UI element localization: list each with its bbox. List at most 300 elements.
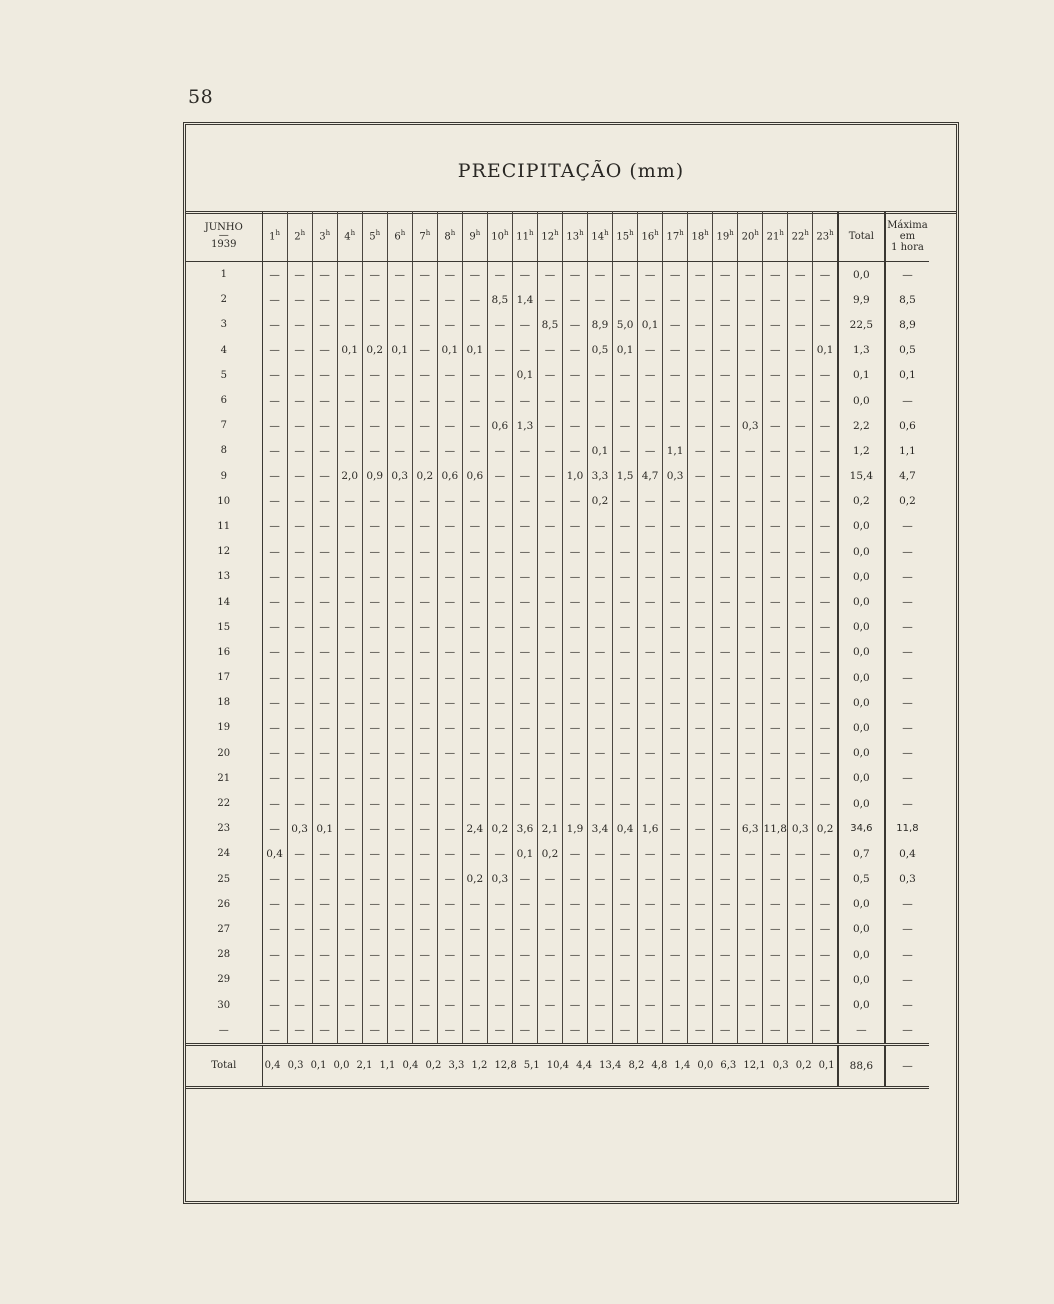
hour-cell: —	[412, 791, 437, 816]
hour-cell: —	[688, 992, 713, 1017]
hour-cell: —	[588, 741, 613, 766]
hour-cell: —	[688, 715, 713, 740]
hour-cell: —	[588, 262, 613, 288]
hour-cell: —	[738, 363, 763, 388]
hour-cell: —	[713, 312, 738, 337]
hour-cell: —	[738, 892, 763, 917]
hour-cell: —	[437, 892, 462, 917]
hour-header-10	[487, 211, 512, 262]
hourly-total-value: 0,4	[402, 1060, 419, 1072]
hour-cell: —	[487, 388, 512, 413]
hour-cell: —	[362, 665, 387, 690]
hour-header-8	[437, 211, 462, 262]
hour-cell: —	[738, 438, 763, 463]
hour-cell: —	[362, 640, 387, 665]
hour-cell: —	[537, 766, 562, 791]
hour-cell: —	[462, 1018, 487, 1045]
hour-cell: —	[813, 262, 838, 288]
hour-cell: —	[262, 413, 287, 438]
hour-cell: —	[362, 841, 387, 866]
hour-cell: —	[588, 715, 613, 740]
hour-cell: —	[362, 564, 387, 589]
hour-cell: —	[437, 312, 462, 337]
hour-cell: 4,7	[638, 464, 663, 489]
hour-cell: —	[487, 539, 512, 564]
hour-cell: —	[337, 388, 362, 413]
hour-cell: —	[537, 564, 562, 589]
hour-cell: —	[362, 489, 387, 514]
day-cell: 18	[186, 690, 262, 715]
hour-cell: —	[788, 464, 813, 489]
hour-cell: —	[537, 589, 562, 614]
hour-number: 15	[616, 231, 630, 243]
hour-cell: 1,6	[638, 816, 663, 841]
hourly-total-value: 0,1	[818, 1060, 835, 1072]
hour-cell: 0,1	[588, 438, 613, 463]
hour-cell: —	[262, 942, 287, 967]
row-max-cell: 8,5	[899, 293, 916, 306]
hour-cell: 0,2	[588, 489, 613, 514]
hour-number: 1	[269, 231, 276, 243]
row-max-cell: 0,5	[899, 344, 916, 357]
hour-cell: —	[337, 766, 362, 791]
hour-cell: —	[788, 942, 813, 967]
hour-cell: —	[512, 312, 537, 337]
row-max-cell: —	[902, 999, 913, 1012]
page-title: PRECIPITAÇÃO (mm)	[457, 160, 685, 182]
hour-header-16	[638, 211, 663, 262]
hour-cell: —	[362, 967, 387, 992]
hour-suffix: h	[325, 228, 331, 237]
hour-cell: —	[537, 615, 562, 640]
row-total-cell: 0,0	[838, 766, 885, 791]
hour-number: 18	[691, 231, 705, 243]
hourly-total-value: 4,4	[576, 1060, 593, 1072]
hour-cell: —	[387, 892, 412, 917]
hour-cell: —	[688, 287, 713, 312]
hour-cell: —	[738, 942, 763, 967]
hour-cell: —	[763, 262, 788, 288]
row-max-cell: 1,1	[899, 444, 916, 457]
hour-cell: —	[262, 640, 287, 665]
hour-cell: —	[362, 514, 387, 539]
hour-cell: —	[588, 917, 613, 942]
hour-cell: —	[663, 1018, 688, 1045]
hour-number: 16	[641, 231, 655, 243]
hour-cell: —	[613, 262, 638, 288]
hour-cell: —	[337, 892, 362, 917]
hour-cell: —	[287, 438, 312, 463]
hour-cell: —	[813, 615, 838, 640]
hour-cell: —	[412, 741, 437, 766]
hour-cell: —	[562, 388, 587, 413]
hourly-total-value: 0,1	[310, 1060, 327, 1072]
hour-cell: —	[412, 262, 437, 288]
hour-cell: 0,2	[487, 816, 512, 841]
day-cell: 10	[186, 489, 262, 514]
day-cell: 1	[186, 262, 262, 288]
hour-cell: —	[412, 489, 437, 514]
row-max-cell: —	[902, 621, 913, 634]
hourly-total-value: 10,4	[546, 1060, 570, 1072]
hour-cell: —	[512, 690, 537, 715]
hour-cell: —	[287, 338, 312, 363]
hour-cell: —	[412, 917, 437, 942]
hour-cell: —	[312, 262, 337, 288]
hour-cell: —	[638, 967, 663, 992]
page-number: 58	[188, 86, 214, 108]
row-total-cell: —	[838, 1018, 885, 1045]
hour-cell: —	[537, 1018, 562, 1045]
hour-cell: —	[613, 388, 638, 413]
hour-cell: —	[738, 867, 763, 892]
hour-cell: —	[512, 715, 537, 740]
hour-cell: —	[613, 438, 638, 463]
hour-cell: 6,3	[738, 816, 763, 841]
hour-cell: —	[788, 715, 813, 740]
hour-cell: —	[562, 489, 587, 514]
hour-cell: —	[638, 615, 663, 640]
row-max-cell: —	[902, 973, 913, 986]
hour-cell: —	[337, 413, 362, 438]
hour-cell: —	[562, 715, 587, 740]
hour-cell: —	[437, 388, 462, 413]
hour-cell: —	[713, 892, 738, 917]
hour-number: 23	[816, 231, 830, 243]
hour-suffix: h	[350, 228, 356, 237]
hour-header-20	[738, 211, 763, 262]
row-max-cell: —	[902, 268, 913, 281]
hour-cell: —	[287, 665, 312, 690]
hour-cell: —	[663, 489, 688, 514]
row-total-cell: 0,2	[838, 489, 885, 514]
hour-cell: —	[613, 841, 638, 866]
hour-suffix: h	[579, 228, 584, 237]
hour-cell: —	[713, 992, 738, 1017]
row-total-cell: 22,5	[838, 312, 885, 337]
hour-cell: —	[287, 992, 312, 1017]
hour-cell: —	[437, 766, 462, 791]
hour-cell: —	[387, 262, 412, 288]
hour-header-18	[688, 211, 713, 262]
hour-cell: —	[287, 892, 312, 917]
hour-header-1	[262, 211, 287, 262]
day-cell: 14	[186, 589, 262, 614]
hour-cell: —	[337, 312, 362, 337]
hour-cell: —	[763, 564, 788, 589]
hour-cell: —	[362, 715, 387, 740]
hourly-totals-cell	[262, 1044, 838, 1087]
hour-cell: —	[688, 917, 713, 942]
hour-cell: —	[663, 287, 688, 312]
hour-suffix: h	[475, 228, 481, 237]
hour-cell: —	[713, 816, 738, 841]
hour-cell: 0,2	[412, 464, 437, 489]
hour-cell: 3,4	[588, 816, 613, 841]
hour-cell: —	[512, 438, 537, 463]
hour-cell: —	[337, 363, 362, 388]
hour-cell: —	[537, 690, 562, 715]
hour-cell: —	[813, 438, 838, 463]
hour-cell: —	[588, 388, 613, 413]
table-row	[186, 514, 929, 539]
hour-cell: —	[713, 464, 738, 489]
hour-cell: —	[437, 841, 462, 866]
hour-suffix: h	[275, 228, 281, 237]
hour-cell: —	[688, 262, 713, 288]
hour-cell: —	[287, 489, 312, 514]
footer-blank-area	[186, 1113, 956, 1201]
hour-cell: —	[588, 892, 613, 917]
hour-cell: —	[713, 338, 738, 363]
hour-cell: —	[613, 363, 638, 388]
hourly-total-value: 13,4	[599, 1060, 622, 1072]
hour-cell: —	[362, 791, 387, 816]
hourly-total-value: 0,3	[287, 1060, 304, 1072]
row-max-cell: 0,1	[899, 369, 916, 382]
hour-cell: —	[387, 841, 412, 866]
hour-cell: —	[312, 489, 337, 514]
row-max-cell: 4,7	[899, 470, 916, 483]
hour-cell: —	[537, 917, 562, 942]
hour-cell: —	[562, 312, 587, 337]
hourly-total-value: 0,2	[425, 1060, 442, 1072]
hour-cell: —	[713, 615, 738, 640]
hour-cell: —	[663, 539, 688, 564]
hour-cell: —	[562, 665, 587, 690]
row-total-cell: 1,2	[838, 438, 885, 463]
hour-cell: —	[337, 640, 362, 665]
hour-cell: —	[713, 715, 738, 740]
hour-suffix: h	[804, 228, 809, 237]
grand-total-cell: 88,6	[838, 1044, 885, 1087]
hour-cell: —	[387, 741, 412, 766]
day-cell: 15	[186, 615, 262, 640]
hour-cell: —	[487, 464, 512, 489]
hour-cell: —	[763, 665, 788, 690]
hour-cell: —	[713, 640, 738, 665]
hour-cell: —	[412, 665, 437, 690]
hour-cell: —	[713, 690, 738, 715]
hour-cell: —	[663, 917, 688, 942]
hour-cell: —	[262, 287, 287, 312]
hour-cell: —	[688, 388, 713, 413]
row-max-cell: —	[902, 948, 913, 961]
hour-cell: —	[537, 489, 562, 514]
hour-cell: —	[387, 791, 412, 816]
hour-cell: —	[387, 867, 412, 892]
hour-cell: —	[763, 413, 788, 438]
hour-cell: —	[287, 312, 312, 337]
hour-header-22	[788, 211, 813, 262]
day-cell: 7	[186, 413, 262, 438]
hour-number: 17	[666, 231, 680, 243]
hour-cell: —	[763, 363, 788, 388]
table-row	[186, 766, 929, 791]
hour-cell: —	[487, 967, 512, 992]
hour-cell: —	[362, 312, 387, 337]
hour-cell: —	[813, 967, 838, 992]
hour-cell: —	[562, 690, 587, 715]
hour-cell: —	[763, 791, 788, 816]
hour-cell: —	[462, 489, 487, 514]
hour-cell: —	[713, 564, 738, 589]
hour-cell: —	[512, 741, 537, 766]
row-total-cell: 0,7	[838, 841, 885, 866]
hour-suffix: h	[604, 228, 609, 237]
hour-cell: —	[788, 665, 813, 690]
hour-cell: —	[487, 262, 512, 288]
hour-cell: —	[537, 287, 562, 312]
hour-header-11	[512, 211, 537, 262]
hour-cell: —	[788, 312, 813, 337]
hour-cell: —	[562, 992, 587, 1017]
hour-cell: —	[562, 640, 587, 665]
hour-cell: —	[387, 917, 412, 942]
row-max-cell: —	[902, 797, 913, 810]
hour-cell: —	[613, 615, 638, 640]
hour-header-21	[763, 211, 788, 262]
hour-cell: —	[512, 1018, 537, 1045]
hour-cell: —	[813, 892, 838, 917]
hour-cell: —	[337, 690, 362, 715]
hour-cell: —	[412, 287, 437, 312]
hour-cell: —	[537, 464, 562, 489]
hour-suffix: h	[779, 228, 784, 237]
hour-cell: —	[562, 841, 587, 866]
row-max-cell: 0,4	[899, 847, 916, 860]
hour-cell: —	[412, 816, 437, 841]
day-cell: 25	[186, 867, 262, 892]
hour-suffix: h	[400, 228, 406, 237]
hour-cell: —	[663, 992, 688, 1017]
hour-cell: 0,1	[638, 312, 663, 337]
hour-cell: —	[362, 1018, 387, 1045]
row-max-cell: 11,8	[896, 823, 919, 835]
hour-cell: —	[613, 942, 638, 967]
hour-cell: —	[588, 942, 613, 967]
hour-cell: —	[537, 539, 562, 564]
hour-cell: —	[337, 715, 362, 740]
totals-label: Total	[186, 1044, 262, 1087]
hour-cell: —	[663, 615, 688, 640]
hour-cell: —	[312, 967, 337, 992]
hour-cell: —	[437, 791, 462, 816]
hour-cell: —	[487, 791, 512, 816]
hour-cell: —	[487, 892, 512, 917]
hour-cell: —	[412, 766, 437, 791]
hour-cell: —	[312, 388, 337, 413]
hour-cell: —	[813, 867, 838, 892]
hour-cell: —	[262, 766, 287, 791]
day-cell: 24	[186, 841, 262, 866]
hour-cell: —	[562, 942, 587, 967]
hour-cell: —	[537, 741, 562, 766]
hour-cell: —	[713, 388, 738, 413]
hour-cell: —	[412, 539, 437, 564]
hour-cell: —	[663, 967, 688, 992]
hour-cell: —	[312, 690, 337, 715]
hour-cell: —	[437, 917, 462, 942]
hour-cell: —	[713, 917, 738, 942]
hour-cell: —	[638, 539, 663, 564]
total-header: Total	[838, 211, 885, 262]
hour-cell: —	[788, 992, 813, 1017]
row-total-cell: 0,0	[838, 741, 885, 766]
row-max-cell: —	[902, 596, 913, 609]
hour-cell: —	[437, 564, 462, 589]
day-cell: 21	[186, 766, 262, 791]
hour-cell: —	[387, 388, 412, 413]
table-row	[186, 363, 929, 388]
hour-cell: —	[437, 967, 462, 992]
hour-cell: —	[738, 589, 763, 614]
table-row	[186, 312, 929, 337]
hour-cell: —	[562, 564, 587, 589]
hour-cell: —	[738, 287, 763, 312]
hour-cell: —	[663, 690, 688, 715]
hour-suffix: h	[504, 228, 509, 237]
day-cell: 17	[186, 665, 262, 690]
hour-cell: —	[287, 690, 312, 715]
hour-cell: —	[362, 438, 387, 463]
hour-cell: —	[462, 312, 487, 337]
hour-cell: —	[512, 615, 537, 640]
hour-cell: —	[262, 615, 287, 640]
row-total-cell: 1,3	[838, 338, 885, 363]
hour-cell: 1,4	[512, 287, 537, 312]
hour-cell: —	[688, 640, 713, 665]
hour-cell: —	[613, 766, 638, 791]
hour-cell: —	[613, 640, 638, 665]
hour-cell: —	[262, 791, 287, 816]
hour-cell: —	[788, 867, 813, 892]
hour-cell: 11,8	[763, 816, 788, 841]
totals-row	[186, 1044, 929, 1087]
row-max-cell: —	[902, 923, 913, 936]
hour-cell: —	[688, 363, 713, 388]
row-total-cell: 0,0	[838, 589, 885, 614]
hour-cell: 1,3	[512, 413, 537, 438]
hour-number: 21	[766, 231, 780, 243]
hourly-total-value: 1,1	[379, 1060, 396, 1072]
hour-cell: —	[713, 489, 738, 514]
hour-cell: —	[287, 917, 312, 942]
hour-cell: —	[663, 766, 688, 791]
day-cell: 11	[186, 514, 262, 539]
hour-cell: —	[437, 539, 462, 564]
hour-cell: —	[613, 413, 638, 438]
hour-cell: —	[287, 464, 312, 489]
hour-cell: —	[412, 992, 437, 1017]
hour-cell: —	[362, 615, 387, 640]
hour-cell: 0,1	[337, 338, 362, 363]
hour-cell: 0,3	[738, 413, 763, 438]
hour-cell: —	[487, 992, 512, 1017]
hour-cell: —	[638, 867, 663, 892]
hour-cell: 2,4	[462, 816, 487, 841]
hour-number: 2	[294, 231, 301, 243]
hour-cell: —	[813, 564, 838, 589]
hour-number: 19	[716, 231, 730, 243]
hour-number: 22	[791, 231, 805, 243]
hour-cell: —	[387, 438, 412, 463]
hourly-total-value: 6,3	[720, 1060, 737, 1072]
hour-cell: —	[487, 489, 512, 514]
hour-cell: —	[337, 262, 362, 288]
hour-cell: —	[788, 741, 813, 766]
hour-cell: —	[638, 892, 663, 917]
